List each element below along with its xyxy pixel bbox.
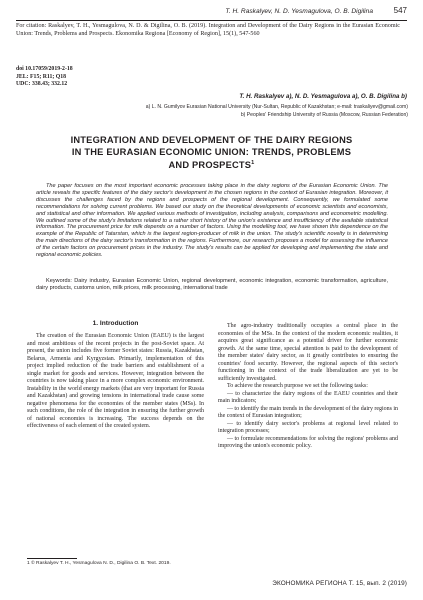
title-footnote-marker: 1 bbox=[251, 159, 255, 166]
page-number: 547 bbox=[393, 6, 407, 15]
udc-line: UDC: 338.43; 332.12 bbox=[16, 81, 68, 88]
authors-line: T. H. Raskalyev a), N. D. Yesmagulova a), O. B. Digilina b) bbox=[239, 93, 407, 100]
running-header bbox=[16, 6, 407, 21]
task-item: — to identify dairy sector's problems at regional level related to integration processes; bbox=[218, 420, 398, 434]
abstract: The paper focuses on the most important economic processes taking place in the dairy regions of the Eurasian Economic Union. The article reveals the specific features of the dairy sector's development in the chosen regions in the context of Eurasian integration. Moreover, it discusses the challenges faced by the regions and prospects of the regional development. Consequently, we formulated some recommendations for solving current problems. We based our study on the theoretical developments of economic scientists and economists, and statistical and other information. We applied various methods of investigation, including analysis, comparisons and econometric modelling. We outlined some of the study's limitations related to a rather short history of the union's existence and insufficiency of the available statistical information. The procurement price for milk depends on a number of factors. Using the modelling tool, we have shown this dependence on the example of the Republic of Tatarstan, which is the largest region-producer of milk in the union. The study's scientific novelty is in determining the main directions of the dairy sector's transformation in the regions. Furthermore, our research proposes a model for assessing the influence of the certain factors on procurement prices in the industry. The study's results can be applied for developing and implementing the state and regional economic policies. bbox=[36, 183, 388, 259]
task-item: — to identify the main trends in the development of the dairy regions in the context of Eurasian integration; bbox=[218, 405, 398, 419]
footnote: 1 © Raskalyev T. H., Yesmagulova N. D., Digilina O. B. Text. 2019. bbox=[27, 561, 171, 566]
jel-line: JEL: F15; R11; Q18 bbox=[16, 73, 67, 80]
affiliation-a: a) L. N. Gumilyov Eurasian National University (Nur-Sultan, Republic of Kazakhstan; e-mail: traskaliyev@gmail.com) bbox=[145, 104, 408, 110]
task-item: — to formulate recommendations for solving the regions' problems and improving the union's economic policy. bbox=[218, 435, 398, 449]
title-line-1: INTEGRATION AND DEVELOPMENT OF THE DAIRY REGIONS bbox=[70, 135, 353, 145]
left-column bbox=[27, 333, 204, 431]
intro-paragraph: The agro-industry traditionally occupies a central place in the economies of the MSs. In the context of the modern economic realities, it acquires great significance as a potential driver for further economic growth. At the same time, special attention is paid to the development of the member states' dairy sector, as it greatly contributes to ensuring the countries' food security. However, the regional aspects of this sector's functioning in the context of the trade liberalization are yet to be sufficiently investigated. bbox=[218, 323, 398, 382]
doi-line: doi 10.17059/2019-2-18 bbox=[16, 66, 73, 72]
task-item: — to characterize the dairy regions of the EAEU countries and their main indicators; bbox=[218, 390, 398, 404]
journal-footer: ЭКОНОМИКА РЕГИОНА Т. 15, вып. 2 (2019) bbox=[272, 580, 407, 587]
keywords-label: Keywords: bbox=[46, 278, 72, 284]
footnote-rule bbox=[27, 558, 77, 559]
intro-paragraph: To achieve the research purpose we set the following tasks: bbox=[227, 383, 368, 389]
citation-block: For citation: Raskalyev, T. H., Yesmagulova, N. D. & Digilina, O. B. (2019). Integration and Development of the Dairy Regions in the Eurasian Economic Union: Trends, Problems and Prospects. Ekonomika Regiona [Economy of Region], 15(1), 547-560 bbox=[16, 23, 400, 38]
keywords bbox=[36, 278, 388, 292]
title-line-3: AND PROSPECTS$^1$ bbox=[168, 159, 255, 170]
affiliation-b: b) Peoples' Friendship University of Russia (Moscow, Russian Federation) bbox=[240, 112, 408, 118]
classification-codes bbox=[16, 66, 73, 89]
running-authors: T. H. Raskalyev, N. D. Yesmagulova, O. B. Digilina bbox=[225, 8, 373, 15]
keywords-text: Dairy industry, Eurasian Economic Union, regional development, economic integration, economic transformation, agriculture, dairy products, customs union, milk prices, milk processing, international trade bbox=[36, 278, 388, 291]
title-line-2: IN THE EURASIAN ECONOMIC UNION: TRENDS, PROBLEMS bbox=[71, 147, 352, 158]
right-column bbox=[218, 323, 398, 451]
intro-paragraph: The creation of the Eurasian Economic Union (EAEU) is the largest and most ambitious of the recent projects in the post-Soviet space. At present, the union includes five former Soviet states: Russia, Kazakhstan, Belarus, Armenia and Kyrgyzstan. Primarily, implementation of this project implied reduction of the trade barriers and establishment of a single market for goods and services. However, integration between the countries is now taking place in a more complex economic environment. Instability in the world energy markets (that are very important for Russia and Kazakhstan) and growing tensions in international trade cause some negative phenomena for the economies of the member states (MSs). In such conditions, the role of the integration in ensuring the further growth of national economies is increasing. The success depends on the effectiveness of each element of the created system. bbox=[27, 333, 204, 429]
section-heading-introduction: 1. Introduction bbox=[92, 320, 139, 327]
article-title bbox=[30, 134, 393, 171]
